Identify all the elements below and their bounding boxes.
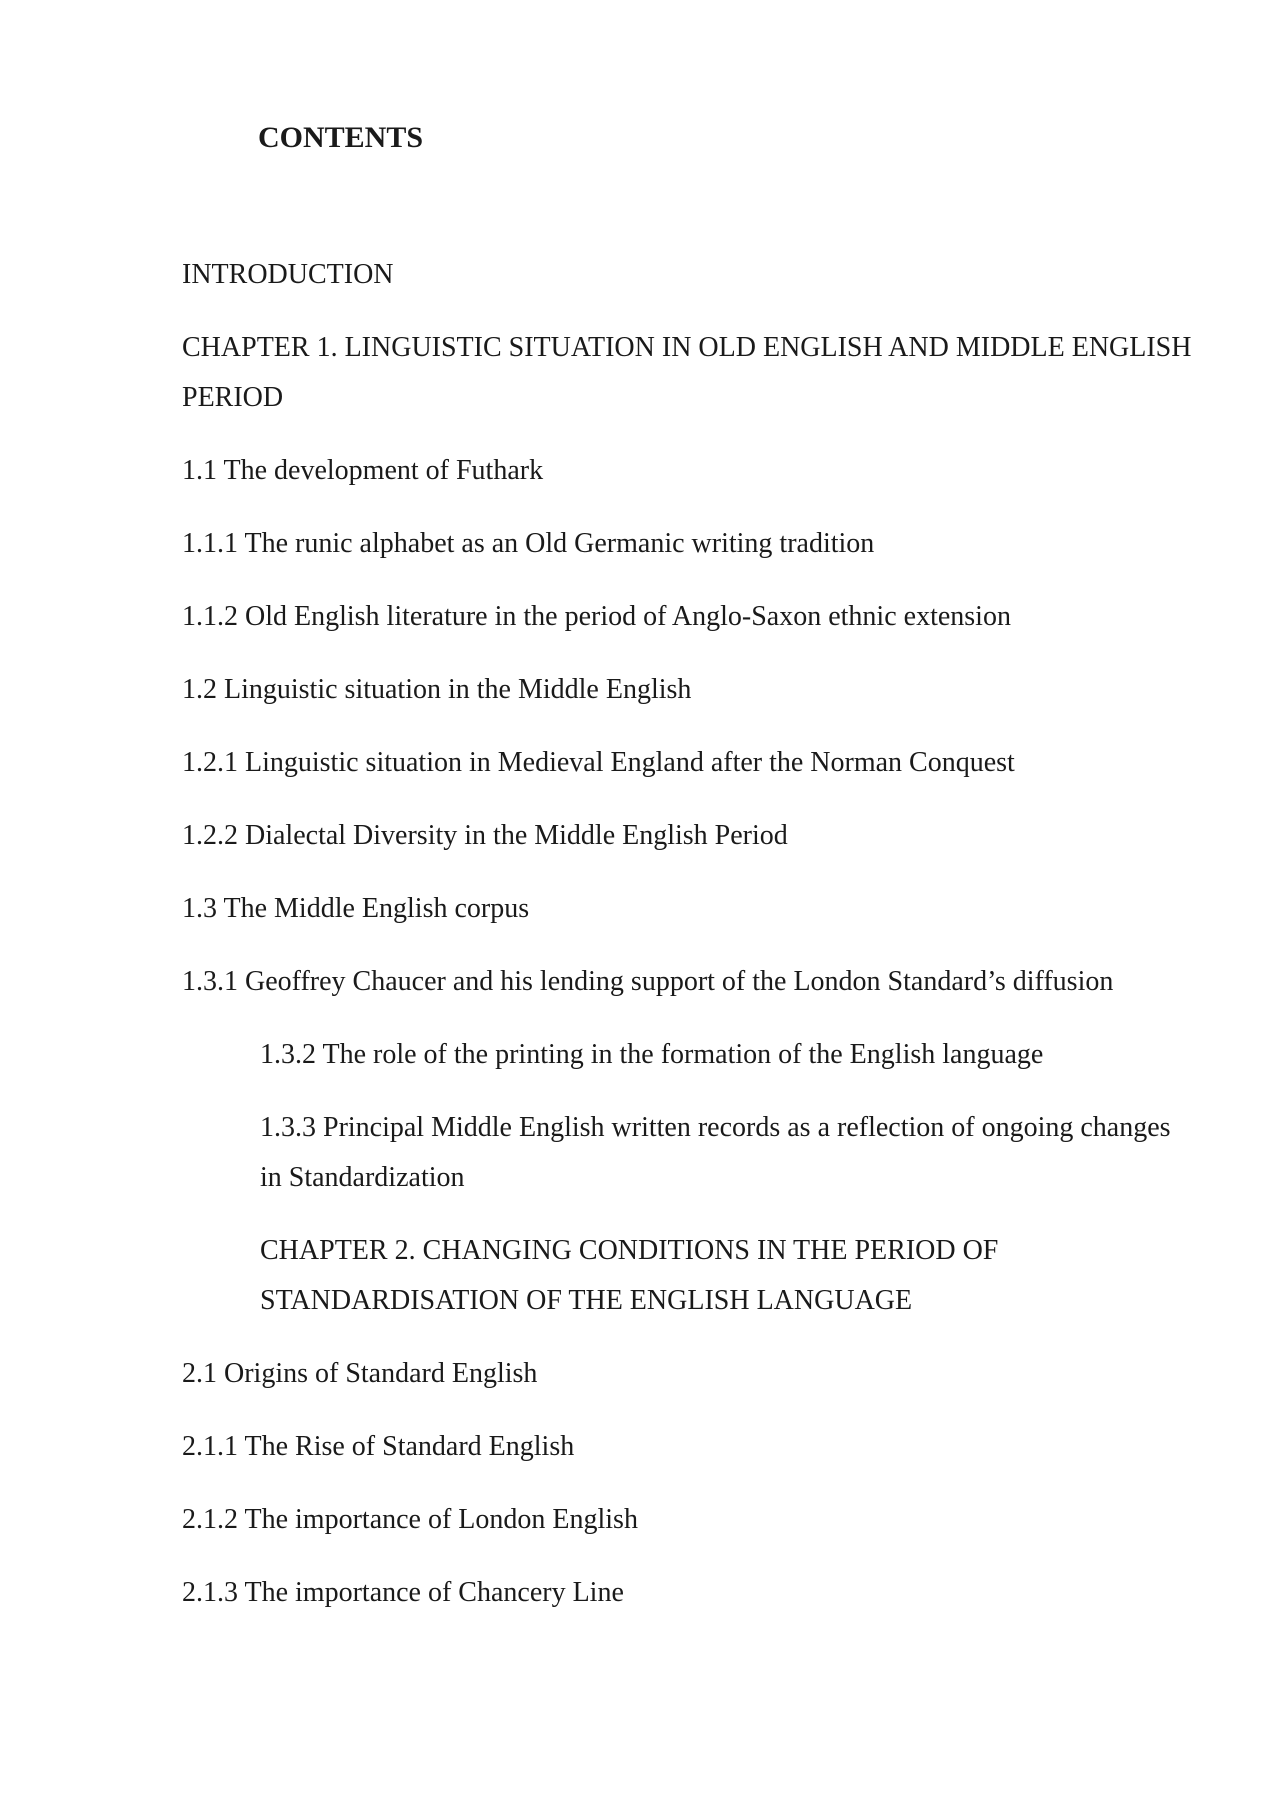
toc-entry-1-2-2: 1.2.2 Dialectal Diversity in the Middle English Period xyxy=(182,820,788,851)
toc-entry-2-1-2: 2.1.2 The importance of London English xyxy=(182,1504,638,1535)
toc-entry-1-2-1: 1.2.1 Linguistic situation in Medieval England after the Norman Conquest xyxy=(182,747,1015,778)
toc-entry-1-2: 1.2 Linguistic situation in the Middle English xyxy=(182,674,692,705)
page-title: CONTENTS xyxy=(258,121,424,154)
toc-entry-1-3-2: 1.3.2 The role of the printing in the formation of the English language xyxy=(260,1039,1044,1070)
toc-entry-2-1-3: 2.1.3 The importance of Chancery Line xyxy=(182,1577,624,1608)
toc-entry-1-1-1: 1.1.1 The runic alphabet as an Old Germanic writing tradition xyxy=(182,528,875,559)
toc-entry-1-3: 1.3 The Middle English corpus xyxy=(182,893,530,924)
toc-entry-1-1: 1.1 The development of Futhark xyxy=(182,455,544,486)
toc-entry-introduction: INTRODUCTION xyxy=(182,259,394,290)
table-of-contents xyxy=(182,250,1192,1641)
toc-entry-chapter-2: CHAPTER 2. CHANGING CONDITIONS IN THE PERIOD OF STANDARDISATION OF THE ENGLISH LANGUAGE xyxy=(260,1235,999,1316)
toc-entry-2-1-1: 2.1.1 The Rise of Standard English xyxy=(182,1431,575,1462)
toc-entry-1-1-2: 1.1.2 Old English literature in the period of Anglo-Saxon ethnic extension xyxy=(182,601,1011,632)
toc-entry-2-1: 2.1 Origins of Standard English xyxy=(182,1358,538,1389)
toc-entry-1-3-1: 1.3.1 Geoffrey Chaucer and his lending support of the London Standard’s diffusion xyxy=(182,966,1114,997)
toc-entry-1-3-3: 1.3.3 Principal Middle English written records as a reflection of ongoing changes in Standardization xyxy=(260,1112,1171,1193)
toc-entry-chapter-1: CHAPTER 1. LINGUISTIC SITUATION IN OLD ENGLISH AND MIDDLE ENGLISH PERIOD xyxy=(182,332,1192,413)
